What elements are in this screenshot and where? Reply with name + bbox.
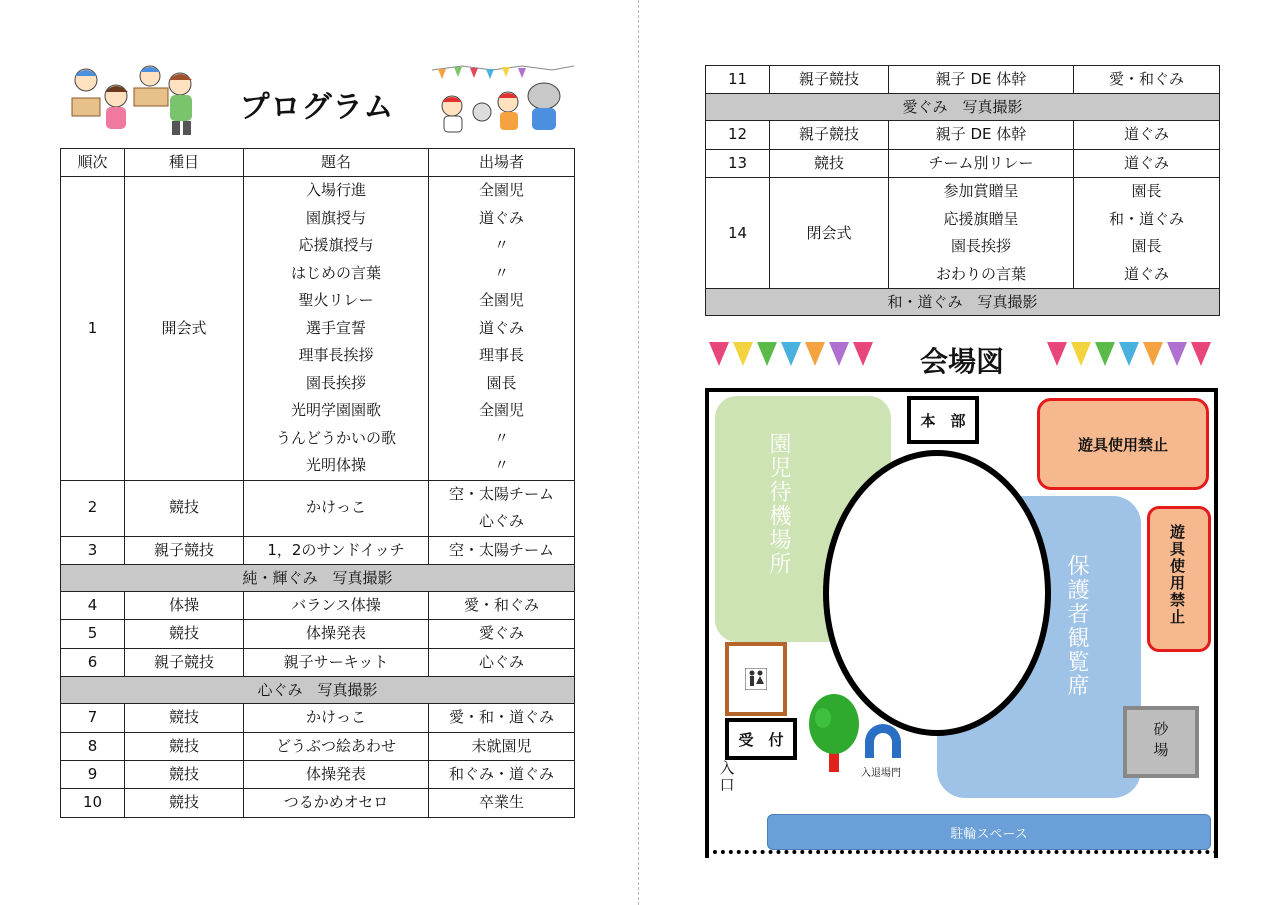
sandbox-label: 砂場 xyxy=(1151,721,1170,764)
opening-participant: 〃 xyxy=(493,263,509,282)
photo-session-row xyxy=(706,94,1220,121)
cell-participant: 未就園児 xyxy=(429,732,575,760)
cell-title: 親子 DE 体幹 xyxy=(889,66,1074,94)
cell-category: 競技 xyxy=(125,789,244,817)
table-row-5 xyxy=(61,620,575,648)
opening-participant: 全園児 xyxy=(478,181,524,199)
cell-participants xyxy=(429,480,575,536)
cell-no: 5 xyxy=(61,620,125,648)
boundary-bottom-dots xyxy=(705,850,1218,854)
cell-no: 7 xyxy=(61,704,125,732)
opening-title: 聖火リレー xyxy=(298,291,374,309)
cell-category: 競技 xyxy=(770,149,889,177)
bicycle-parking-area: 駐輪スペース xyxy=(767,814,1211,850)
cell-no: 10 xyxy=(61,789,125,817)
headquarters-box: 本 部 xyxy=(907,396,979,444)
sandbox xyxy=(1123,706,1199,778)
table-header-row xyxy=(61,149,575,177)
photo-session-row xyxy=(61,677,575,704)
cell-title: 体操発表 xyxy=(244,760,429,788)
cell-participant: 愛ぐみ xyxy=(429,620,575,648)
cell-category: 競技 xyxy=(125,620,244,648)
table-row-7 xyxy=(61,704,575,732)
cell-no: 9 xyxy=(61,760,125,788)
cell-title: チーム別リレー xyxy=(889,149,1074,177)
table-row-3 xyxy=(61,536,575,564)
cell-no: 3 xyxy=(61,536,125,564)
cell-no: 13 xyxy=(706,149,770,177)
opening-participant: 全園児 xyxy=(478,401,524,419)
table-row-2 xyxy=(61,480,575,536)
cell-no: 1 xyxy=(61,177,125,481)
table-row-14 xyxy=(706,178,1220,289)
opening-participant: 園長 xyxy=(486,373,517,392)
cell-category: 親子競技 xyxy=(125,648,244,676)
cell-participant: 卒業生 xyxy=(429,789,575,817)
photo-session-row xyxy=(706,289,1220,316)
header-title: 題名 xyxy=(244,149,429,177)
photo-session-label: 純・輝ぐみ 写真撮影 xyxy=(61,564,575,591)
closing-participant: 園長 xyxy=(1131,237,1162,256)
cell-title: バランス体操 xyxy=(244,591,429,619)
closing-title: 応援旗贈呈 xyxy=(943,209,1019,228)
program-table-part2 xyxy=(705,65,1220,316)
table-row-1 xyxy=(61,177,575,481)
opening-participant: 道ぐみ xyxy=(478,318,524,337)
closing-title: おわりの言葉 xyxy=(935,264,1026,283)
opening-title: 理事長挨拶 xyxy=(298,346,374,364)
cell-no: 4 xyxy=(61,591,125,619)
cell-category: 親子競技 xyxy=(770,121,889,149)
entrance-label: 入口 xyxy=(719,759,735,795)
closing-participant: 和・道ぐみ xyxy=(1108,209,1184,228)
opening-title: 応援旗授与 xyxy=(298,236,374,254)
opening-title: 光明学園園歌 xyxy=(290,401,381,419)
program-header xyxy=(60,62,574,148)
header-participants: 出場者 xyxy=(429,149,575,177)
cell-participant: 愛・和ぐみ xyxy=(1074,66,1220,94)
opening-participant: 理事長 xyxy=(478,346,524,364)
program-title: プログラム xyxy=(239,90,395,125)
cell-participant: 道ぐみ xyxy=(1074,121,1220,149)
opening-participant: 〃 xyxy=(493,236,509,254)
opening-participant: 〃 xyxy=(493,428,509,447)
cell-title: 体操発表 xyxy=(244,620,429,648)
opening-participant: 〃 xyxy=(493,456,509,474)
cell-title: どうぶつ絵あわせ xyxy=(244,732,429,760)
opening-title: はじめの言葉 xyxy=(290,263,381,282)
cell-title: 親子サーキット xyxy=(244,648,429,676)
cell-participant: 和ぐみ・道ぐみ xyxy=(429,760,575,788)
closing-participant: 道ぐみ xyxy=(1123,264,1169,283)
cell-title: かけっこ xyxy=(244,480,429,536)
cell-category: 親子競技 xyxy=(125,536,244,564)
opening-participant: 道ぐみ xyxy=(478,208,524,227)
cell-title: 親子 DE 体幹 xyxy=(889,121,1074,149)
cell-titles xyxy=(244,177,429,481)
restroom xyxy=(725,642,787,716)
table-row-8 xyxy=(61,732,575,760)
cell-title: 1，2のサンドイッチ xyxy=(244,536,429,564)
no-playground-label-2: 遊具使用禁止 xyxy=(1168,524,1186,627)
header-order: 順次 xyxy=(61,149,125,177)
opening-participant: 全園児 xyxy=(478,291,524,309)
opening-title: 入場行進 xyxy=(305,181,366,199)
cell-participants xyxy=(429,177,575,481)
tree-icon xyxy=(807,692,861,774)
venue-map-header xyxy=(705,334,1219,388)
restroom-icon xyxy=(745,668,767,690)
cell-participant: 愛・和ぐみ xyxy=(429,591,575,619)
cell-category: 閉会式 xyxy=(770,178,889,289)
closing-title: 園長挨拶 xyxy=(950,237,1011,256)
cell-no: 8 xyxy=(61,732,125,760)
photo-session-label: 心ぐみ 写真撮影 xyxy=(61,677,575,704)
photo-session-label: 愛ぐみ 写真撮影 xyxy=(706,94,1220,121)
no-playground-area-1: 遊具使用禁止 xyxy=(1037,398,1209,490)
cell-no: 6 xyxy=(61,648,125,676)
reception-box: 受 付 xyxy=(725,718,797,760)
cell-category: 競技 xyxy=(125,480,244,536)
participant: 空・太陽チーム xyxy=(448,484,554,503)
cell-participants xyxy=(1074,178,1220,289)
cell-category: 親子競技 xyxy=(770,66,889,94)
table-row-9 xyxy=(61,760,575,788)
cell-category: 体操 xyxy=(125,591,244,619)
table-row-11 xyxy=(706,66,1220,94)
cell-participant: 空・太陽チーム xyxy=(429,536,575,564)
cell-no: 12 xyxy=(706,121,770,149)
opening-title: 光明体操 xyxy=(305,456,366,474)
program-page xyxy=(60,62,574,818)
table-row-12 xyxy=(706,121,1220,149)
program-table-part1 xyxy=(60,148,575,818)
cell-category: 競技 xyxy=(125,760,244,788)
table-row-4 xyxy=(61,591,575,619)
entry-gate-icon xyxy=(861,724,905,758)
page-divider xyxy=(638,0,639,905)
children-running-illustration xyxy=(432,62,574,138)
photo-session-label: 和・道ぐみ 写真撮影 xyxy=(706,289,1220,316)
cell-participant: 心ぐみ xyxy=(429,648,575,676)
cell-no: 11 xyxy=(706,66,770,94)
guardian-seating-label: 保護者観覧席 xyxy=(1064,554,1089,699)
venue-map-title: 会場図 xyxy=(919,345,1004,379)
closing-title: 参加賞贈呈 xyxy=(943,182,1019,201)
table-row-6 xyxy=(61,648,575,676)
cell-no: 14 xyxy=(706,178,770,289)
venue-map xyxy=(705,388,1219,858)
cell-title: かけっこ xyxy=(244,704,429,732)
photo-session-row xyxy=(61,564,575,591)
table-row-13 xyxy=(706,149,1220,177)
opening-title: 園長挨拶 xyxy=(305,373,366,392)
cell-participant: 道ぐみ xyxy=(1074,149,1220,177)
cell-no: 2 xyxy=(61,480,125,536)
entry-gate-label: 入退場門 xyxy=(861,768,901,780)
program-continued-page xyxy=(705,65,1219,858)
opening-title: 園旗授与 xyxy=(305,208,366,227)
cell-category: 競技 xyxy=(125,704,244,732)
children-waiting-label: 園児待機場所 xyxy=(766,432,791,577)
header-category: 種目 xyxy=(125,149,244,177)
bunting-flags-right xyxy=(1047,340,1217,370)
closing-participant: 園長 xyxy=(1131,182,1162,201)
cell-titles xyxy=(889,178,1074,289)
cell-category: 開会式 xyxy=(125,177,244,481)
participant: 心ぐみ xyxy=(478,512,524,530)
opening-title: 選手宣誓 xyxy=(305,318,366,337)
cell-category: 競技 xyxy=(125,732,244,760)
cell-title: つるかめオセロ xyxy=(244,789,429,817)
table-row-10 xyxy=(61,789,575,817)
opening-title: うんどうかいの歌 xyxy=(275,428,396,447)
cell-participant: 愛・和・道ぐみ xyxy=(429,704,575,732)
